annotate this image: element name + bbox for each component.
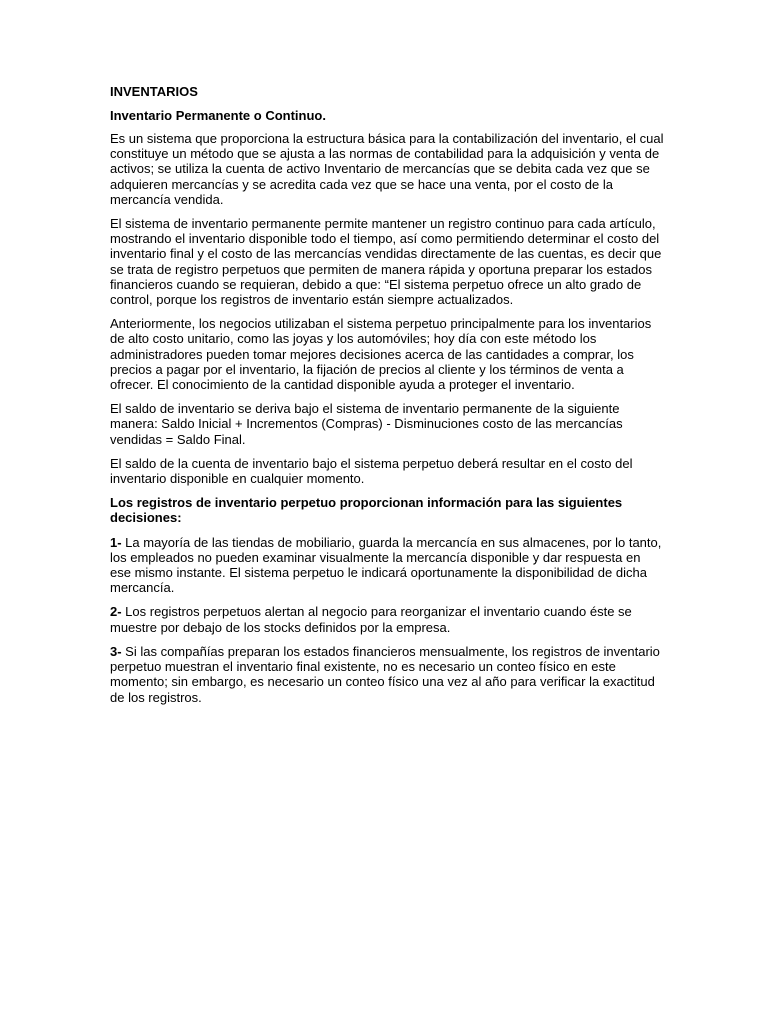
document-title: INVENTARIOS [110,84,198,99]
list-item [110,644,664,705]
paragraph-definition: Es un sistema que proporciona la estructura básica para la contabilización del inventario, el cual constituye un método que se ajusta a las normas de contabilidad para la adquisición y venta de activos; se utiliza la cuenta de activo Inventario de mercancías que se debita cada vez que se adquieren mercancías y se acredita cada vez que se hace una venta, por el costo de la mercancía vendida. [110,131,664,207]
list-item [110,535,664,596]
list-item [110,604,664,634]
list-item-number: 1- [110,534,122,550]
paragraph-balance-formula: El saldo de inventario se deriva bajo el sistema de inventario permanente de la siguiente manera: Saldo Inicial + Incrementos (Compras) - Disminuciones costo de las mercancías vendidas = Saldo Final. [110,401,623,447]
list-item-text: Los registros perpetuos alertan al negocio para reorganizar el inventario cuando éste se muestre por debajo de los stocks definidos por la empresa. [110,604,632,635]
paragraph-account-balance: El saldo de la cuenta de inventario bajo el sistema perpetuo deberá resultar en el costo del inventario disponible en cualquier momento. [110,455,633,487]
paragraph-permanent-system: El sistema de inventario permanente permite mantener un registro continuo para cada artículo, mostrando el inventario disponible todo el tiempo, así como permitiendo determinar el costo del inventario final y el costo de las mercancías vendidas directamente de las cuentas, es decir que se trata de registro perpetuos que permiten de manera rápida y oportuna preparar los estados financieros cuando se requieran, debido a que: “El sistema perpetuo ofrece un alto grado de control, porque los registros de inventario están siempre actualizados. [110,216,662,308]
paragraph-history: Anteriormente, los negocios utilizaban el sistema perpetuo principalmente para los inventarios de alto costo unitario, como las joyas y los automóviles; hoy día con este método los administradores pueden tomar mejores decisiones acerca de las cantidades a comprar, los precios a pagar por el inventario, la fijación de precios al cliente y los términos de venta a ofrecer. El conocimiento de la cantidad disponible ayuda a proteger el inventario. [110,316,652,393]
document-subtitle: Inventario Permanente o Continuo. [110,108,326,123]
list-item-number: 3- [110,643,122,659]
list-item-number: 2- [110,604,122,620]
list-item-text: La mayoría de las tiendas de mobiliario, guarda la mercancía en sus almacenes, por lo tanto, los empleados no pueden examinar visualmente la mercancía disponible y dar respuesta en ese mismo instante. El sistema perpetuo le indicará oportunamente la disponibilidad de dicha mercancía. [110,534,662,596]
decisions-heading: Los registros de inventario perpetuo proporcionan información para las siguientes decisiones: [110,495,623,526]
list-item-text: Si las compañías preparan los estados financieros mensualmente, los registros de inventario perpetuo muestran el inventario final existente, no es necesario un conteo físico en este momento; sin embargo, es necesario un conteo físico una vez al año para verificar la exactitud de los registros. [110,643,660,705]
